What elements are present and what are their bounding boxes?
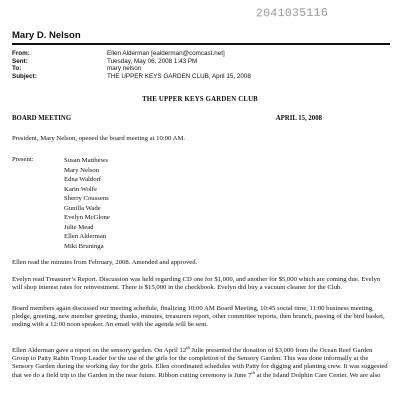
- minutes-paragraph: Ellen read the minutes from February, 2008. Amended and approved.: [12, 259, 198, 266]
- club-title: THE UPPER KEYS GARDEN CLUB: [142, 96, 258, 103]
- meeting-date: APRIL 15, 2008: [275, 115, 322, 122]
- treasurer-paragraph: Evelyn read Treasurer’s Report. Discussion was held regarding CD one for $1,000, and another for $5,000 which are coming due. Evelyn will shop interest rates for reinvestment. There is $15,000 in the checkbook. Evelyn did buy a vacuum cleaner for the Club.: [12, 276, 381, 292]
- attendee: Edna Waldorf: [64, 176, 102, 183]
- attendee: Evelyn McGlone: [64, 214, 110, 221]
- from-value: Ellen Alderman [ealderman@comcast.net]: [107, 50, 225, 57]
- sent-value: Tuesday, May 06, 2008 1:43 PM: [107, 57, 198, 65]
- opening-paragraph: President, Mary Nelson, opened the board meeting at 10:00 AM.: [12, 135, 186, 142]
- meeting-title: BOARD MEETING: [12, 115, 72, 122]
- attendee: Susan Matthews: [64, 157, 109, 164]
- attendee-list: [64, 156, 110, 251]
- meeting-heading: [12, 115, 322, 122]
- subject-label: Subject:: [12, 72, 37, 80]
- attendee: Julie Mead: [64, 223, 94, 231]
- ordinal-suffix: th: [251, 369, 255, 375]
- email-header-sent: [12, 58, 390, 66]
- document-stamp: 2041035116: [255, 6, 329, 21]
- subject-value: THE UPPER KEYS GARDEN CLUB, April 15, 2008: [107, 72, 251, 80]
- schedule-paragraph: Board members again discussed our meeting schedule, finalizing 10:00 AM Board Meeting, 10:45 social time, 11:00 business meeting, pledge, greeting, new member greeting, thanks, minutes, treasurers report, other committee reports, then brunch, passing of the bird basket, ending with a 12:00 noon speaker. An email with the agenda will be sent.: [12, 305, 385, 329]
- sent-label: Sent:: [12, 57, 28, 65]
- sensory-text-2: Julie presented the donation of $3,000 from the Ocean Reef Garden Group to Patty Rabin Troop Leader for the use of the girls for the completion of the Sensory Garden. This was done informally at the Sensory Garden during the working day for the girls. Ellen coordinated schedules with Patty for digging and planting crew. It was suggested that we do a field trip to the Garden in the near future. Ribbon cutting ceremony is June 7: [12, 347, 388, 379]
- sensory-garden-paragraph: [12, 344, 390, 380]
- sensory-text-3: at the Island Dolphin Care Center. We are also: [254, 371, 381, 379]
- attendee: Karin Wolfe: [64, 185, 97, 193]
- attendee: Gunilla Wade: [64, 204, 101, 212]
- email-header-to: [12, 65, 390, 73]
- email-header: [12, 50, 390, 80]
- to-label: To:: [12, 65, 22, 73]
- attendee: Sherry Coussens: [64, 195, 109, 202]
- email-header-subject: [12, 73, 390, 81]
- ordinal-suffix: th: [186, 344, 190, 350]
- header-rule: [12, 43, 390, 45]
- attendee: Mary Nelson: [64, 166, 100, 174]
- attendee: Ellen Alderman: [64, 233, 107, 240]
- sensory-text-1: Ellen Alderman gave a report on the sensory garden. On April 12: [12, 347, 187, 354]
- email-header-from: [12, 50, 390, 58]
- present-label: Present:: [12, 156, 34, 163]
- from-label: From:: [12, 50, 30, 57]
- to-value: mary nelson: [107, 65, 142, 73]
- attendee: Miki Bruninga: [64, 242, 104, 250]
- mailbox-owner-name: Mary D. Nelson: [12, 30, 81, 41]
